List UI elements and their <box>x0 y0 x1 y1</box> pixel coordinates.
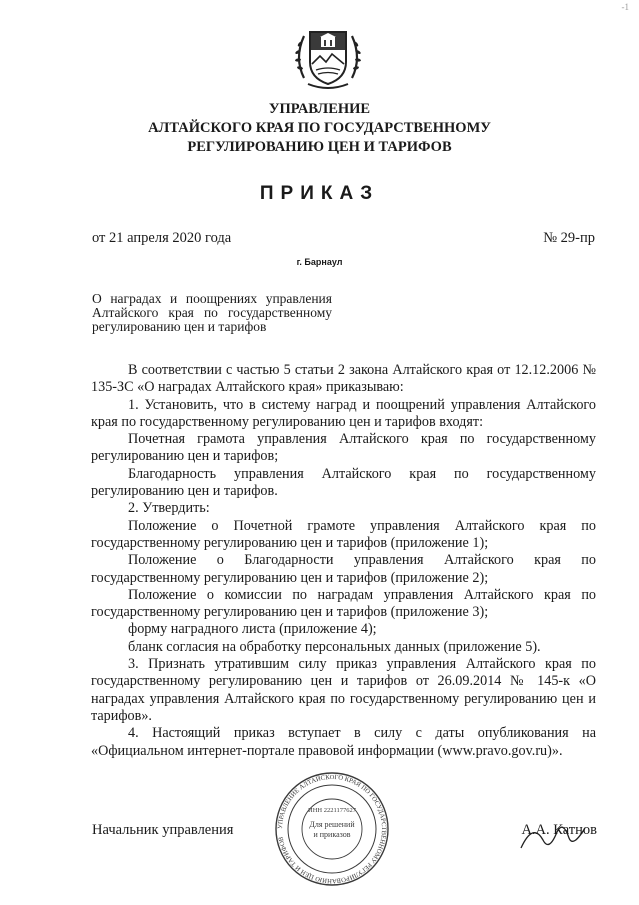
paragraph-item-2-a: Положение о Почетной грамоте управления Алтайского края по государственному регулированию цен и тарифов (приложение 1); <box>91 517 596 551</box>
official-stamp-icon <box>262 770 402 888</box>
document-city: г. Барнаул <box>296 257 343 267</box>
coat-of-arms-icon <box>290 18 366 94</box>
document-number: № 29-пр <box>543 230 595 246</box>
signatory-name: А.А. Катнов <box>521 822 597 838</box>
svg-text:УПРАВЛЕНИЕ АЛТАЙСКОГО КРАЯ ПО <box>277 774 387 884</box>
paragraph-item-1-a: Почетная грамота управления Алтайского края по государственному регулированию цен и тарифов; <box>91 431 596 465</box>
stamp-center-line-2: и приказов <box>313 830 351 839</box>
paragraph-item-1-b: Благодарность управления Алтайского края по государственному регулированию цен и тарифов. <box>91 465 596 500</box>
organization-header <box>0 100 639 157</box>
paragraph-item-4: 4. Настоящий приказ вступает в силу с даты опубликования на «Официальном интернет-портале правовой информации (www.pravo.gov.ru)». <box>91 725 596 759</box>
organization-line-3: РЕГУЛИРОВАНИЮ ЦЕН И ТАРИФОВ <box>187 139 452 155</box>
signatory-position: Начальник управления <box>92 822 234 838</box>
paragraph-item-2-d: форму наградного листа (приложение 4); <box>128 621 377 638</box>
paragraph-item-2: 2. Утвердить: <box>128 500 210 517</box>
document-type-title: ПРИКАЗ <box>259 183 380 204</box>
document-date: от 21 апреля 2020 года <box>92 230 232 246</box>
paragraph-item-2-b: Положение о Благодарности управления Алтайского края по государственному регулированию цен и тарифов (приложение 2); <box>91 552 596 586</box>
document-body <box>91 362 596 760</box>
corner-mark: -1 <box>621 2 629 12</box>
subject-text: О наградах и поощрениях управления Алтайского края по государственному регулированию цен и тарифов <box>92 291 332 334</box>
stamp-center-line-1: Для решений <box>309 820 355 829</box>
paragraph-preamble: В соответствии с частью 5 статьи 2 закона Алтайского края от 12.12.2006 № 135-ЗС «О наградах Алтайского края» приказываю: <box>91 362 596 396</box>
paragraph-item-2-e: бланк согласия на обработку персональных данных (приложение 5). <box>128 638 541 655</box>
document-subject <box>92 292 332 334</box>
stamp-inn: ИНН 2221177627 <box>308 807 356 814</box>
organization-line-1: УПРАВЛЕНИЕ <box>268 101 371 117</box>
stamp-ring-text: УПРАВЛЕНИЕ АЛТАЙСКОГО КРАЯ ПО ГОСУДАРСТВЕННОМУ РЕГУЛИРОВАНИЮ ЦЕН И ТАРИФОВ <box>276 773 388 885</box>
paragraph-item-2-c: Положение о комиссии по наградам управления Алтайского края по государственному регулированию цен и тарифов (приложение 3); <box>91 586 596 621</box>
paragraph-item-3: 3. Признать утратившим силу приказ управления Алтайского края по государственному регулированию цен и тарифов от 26.09.2014 № 145-к «О наградах управления Алтайского края по государственному регулированию цен и тарифов». <box>91 656 596 724</box>
organization-line-2: АЛТАЙСКОГО КРАЯ ПО ГОСУДАРСТВЕННОМУ <box>148 120 491 136</box>
paragraph-item-1: 1. Установить, что в систему наград и поощрений управления Алтайского края по государственному регулированию цен и тарифов входят: <box>91 396 596 430</box>
